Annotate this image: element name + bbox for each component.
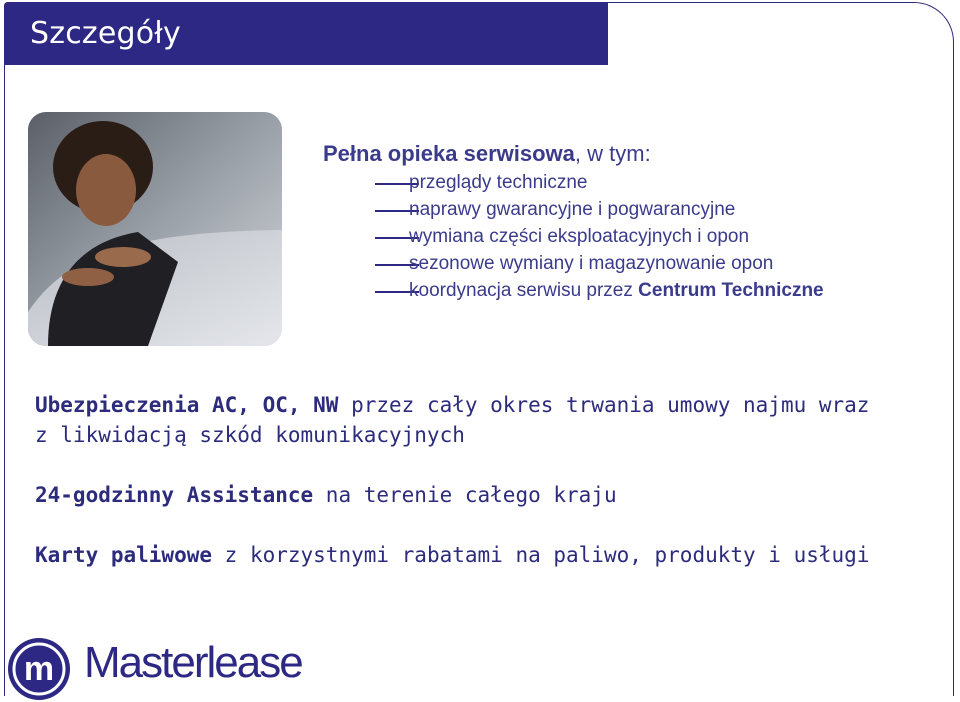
insurance-paragraph xyxy=(35,390,869,450)
fuel-card-bold: Karty paliwowe xyxy=(35,543,213,567)
insurance-bold: Ubezpieczenia AC, OC, NW xyxy=(35,393,339,417)
list-item-text xyxy=(409,280,824,302)
list-item xyxy=(0,279,824,306)
list-item-text: wymiana części eksploatacyjnych i opon xyxy=(409,226,750,247)
insurance-line-2: z likwidacją szkód komunikacyjnych xyxy=(35,423,465,447)
insurance-line-1 xyxy=(35,390,869,420)
list-item-text-plain: koordynacja serwisu przez xyxy=(409,280,639,301)
list-item xyxy=(0,252,774,279)
logo-letter: m xyxy=(23,650,55,688)
page-title: Szczegóły xyxy=(30,16,181,51)
service-heading-rest: , w tym: xyxy=(574,141,651,166)
fuel-card-paragraph xyxy=(35,540,869,570)
list-item xyxy=(0,225,750,252)
list-item-text: naprawy gwarancyjne i pogwarancyjne xyxy=(409,199,736,220)
list-item-text-bold: Centrum Techniczne xyxy=(638,280,824,301)
assistance-rest: na terenie całego kraju xyxy=(313,483,617,507)
masterlease-emblem-icon xyxy=(6,636,72,702)
title-bar xyxy=(4,2,608,65)
assistance-bold: 24-godzinny Assistance xyxy=(35,483,314,507)
list-item xyxy=(0,171,651,198)
slide-frame xyxy=(4,2,954,696)
masterlease-logo xyxy=(6,632,302,700)
list-item-text: przeglądy techniczne xyxy=(409,172,588,193)
assistance-paragraph xyxy=(35,480,617,510)
service-heading-bold: Pełna opieka serwisowa xyxy=(323,141,575,166)
list-item-text: sezonowe wymiany i magazynowanie opon xyxy=(409,253,774,274)
service-heading xyxy=(323,141,651,167)
logo-wordmark: Masterlease xyxy=(84,638,302,687)
fuel-card-rest: z korzystnymi rabatami na paliwo, produkty i usługi xyxy=(212,543,870,567)
service-section xyxy=(323,141,824,306)
list-item xyxy=(0,198,736,225)
service-list xyxy=(323,171,824,306)
insurance-rest: przez cały okres trwania umowy najmu wraz xyxy=(338,393,870,417)
